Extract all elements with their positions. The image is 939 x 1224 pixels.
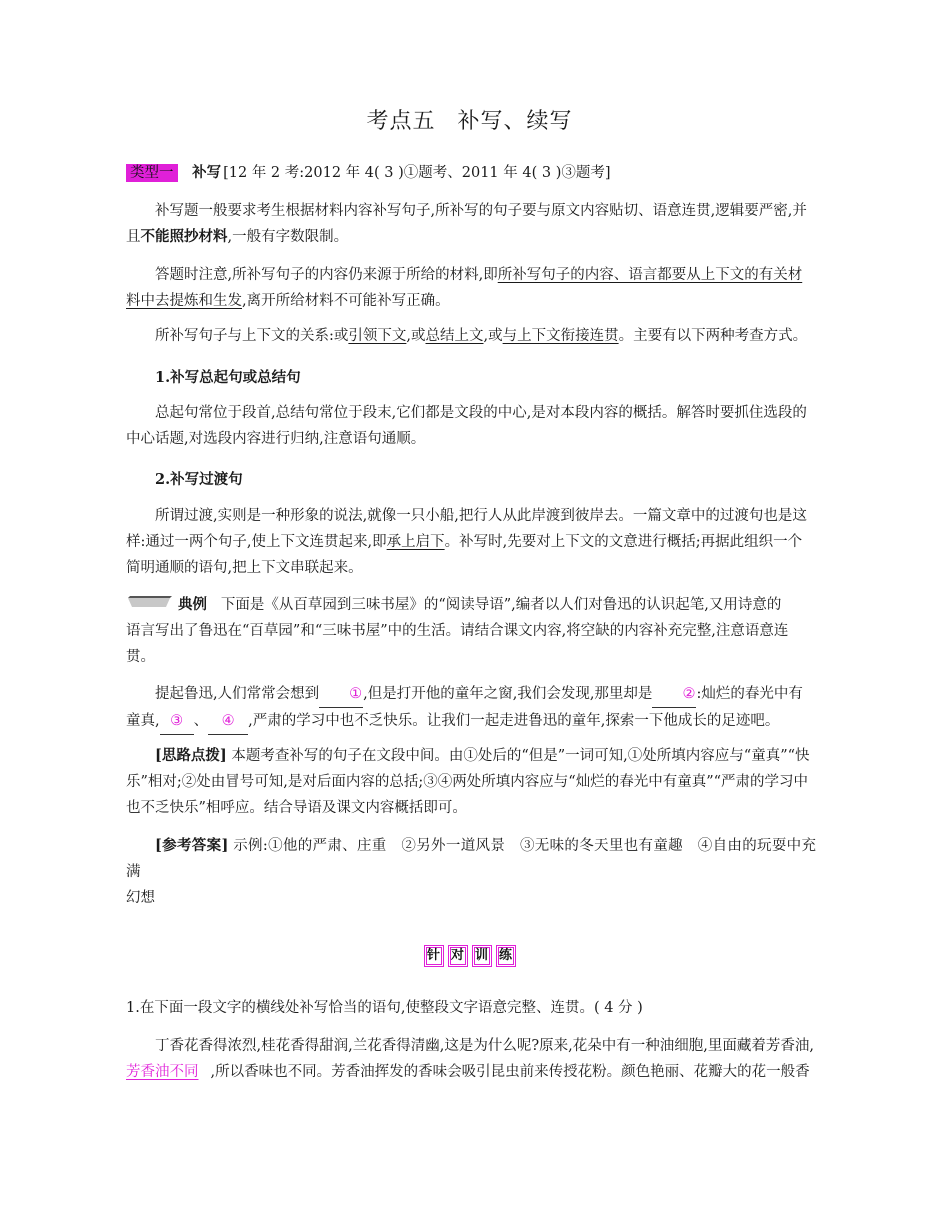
underlined-text: 与上下文衔接连贯	[502, 328, 619, 344]
text-span: 。主要有以下两种考查方式。	[618, 328, 808, 344]
example-passage	[126, 681, 816, 735]
example-icon	[126, 592, 174, 618]
text-line	[126, 681, 816, 708]
section-2-heading: 2.补写过渡句	[155, 471, 243, 488]
text-span: ,严肃的学习中也不乏快乐。让我们一起走进鲁迅的童年,探索一下他成长的足迹吧。	[248, 713, 780, 729]
section-2-paragraph	[126, 503, 816, 581]
text-span: 示例:①他的严肃、庄重 ②另外一道风景 ③无味的冬天里也有童趣 ④自由的玩耍中充满	[126, 838, 816, 880]
underlined-text: 引领下文	[348, 328, 407, 344]
text-line	[126, 743, 816, 769]
text-span: ,离开所给材料不可能补写正确。	[242, 293, 450, 309]
training-question-1: 1.在下面一段文字的横线处补写恰当的语句,使整段文字语意完整、连贯。( 4 分 )	[126, 1000, 643, 1016]
example-answer	[126, 833, 816, 911]
badge: 训	[472, 945, 492, 967]
type-name: 补写	[192, 164, 222, 181]
text-span: 童真,	[126, 713, 160, 729]
training-passage	[126, 1033, 816, 1085]
blank-2: ②	[652, 681, 696, 708]
text-span: 样:通过一两个句子,使上下文连贯起来,即	[126, 534, 387, 550]
text-line: 中心话题,对选段内容进行归纳,注意语句通顺。	[126, 431, 426, 447]
text-line	[126, 262, 816, 288]
text-line: 补写题一般要求考生根据材料内容补写句子,所补写的句子要与原文内容贴切、语意连贯,逻辑要严密,并	[155, 203, 807, 219]
text-span: 本题考查补写的句子在文段中间。由①处后的“但是”一词可知,①处所填内容应与“童真”“快	[226, 748, 810, 764]
example-label: 典例	[178, 596, 207, 613]
blank-3: ③	[160, 708, 194, 735]
blank-4: ④	[208, 708, 248, 735]
title-sub: 补写、续写	[457, 109, 573, 134]
badge: 对	[448, 945, 468, 967]
text-line	[126, 1059, 816, 1085]
type-tag: 类型一	[126, 164, 178, 182]
text-span: 下面是《从百草园到三味书屋》的“阅读导语”,编者以人们对鲁迅的认识起笔,又用诗意的	[220, 597, 782, 613]
text-span: 所补写句子与上下文的关系:或	[155, 328, 349, 344]
answer-label: [参考答案]	[155, 837, 229, 854]
text-line	[126, 592, 816, 618]
underlined-text: 所补写句子的内容、语言都要从上下文的有关材	[497, 267, 803, 283]
underlined-text: 总结上文	[425, 328, 484, 344]
text-line: 幻想	[126, 890, 155, 906]
text-line	[126, 833, 816, 885]
text-line	[126, 323, 816, 349]
type-row	[126, 160, 816, 186]
text-line: 丁香花香得浓烈,桂花香得甜润,兰花香得清幽,这是为什么呢?原来,花朵中有一种油细胞,里面藏着芳香油,	[155, 1038, 814, 1054]
text-line: 简明通顺的语句,把上下文串联起来。	[126, 560, 363, 576]
text-span: 且	[126, 229, 141, 245]
text-line: 也不乏快乐”相呼应。结合导语及课文内容概括即可。	[126, 800, 467, 816]
badge: 针	[424, 945, 444, 967]
page-title	[0, 104, 939, 135]
text-span: :灿烂的春光中有	[696, 686, 803, 702]
text-line	[126, 708, 816, 735]
text-line: 贯。	[126, 649, 155, 665]
example-question	[126, 592, 816, 670]
underlined-text: 料中去提炼和生发	[126, 293, 242, 309]
example-hint	[126, 743, 816, 821]
bold-text: 不能照抄材料	[140, 228, 228, 245]
text-span: ,所以香味也不同。芳香油挥发的香味会吸引昆虫前来传授花粉。颜色艳丽、花瓣大的花一般香	[210, 1064, 810, 1080]
text-line: 所谓过渡,实则是一种形象的说法,就像一只小船,把行人从此岸渡到彼岸去。一篇文章中的过渡句也是这	[155, 508, 807, 524]
text-span: ,一般有字数限制。	[227, 229, 349, 245]
underlined-text: 承上启下	[386, 534, 445, 550]
text-span: 、	[193, 713, 209, 729]
section-1-paragraph	[126, 400, 816, 452]
text-line	[126, 224, 816, 250]
intro-paragraph-3	[126, 323, 816, 349]
training-badges	[0, 944, 939, 967]
title-main: 考点五	[366, 109, 436, 134]
badge: 练	[496, 945, 516, 967]
text-span: 。补写时,先要对上下文的文意进行概括;再据此组织一个	[444, 534, 803, 550]
text-line	[126, 529, 816, 555]
text-line: 总起句常位于段首,总结句常位于段末,它们都是文段的中心,是对本段内容的概括。解答时要抓住选段的	[155, 405, 807, 421]
text-span: ,或	[406, 328, 426, 344]
type-source: [12 年 2 考:2012 年 4( 3 )①题考、2011 年 4( 3 )③题考]	[223, 165, 611, 181]
text-span: 答题时注意,所补写句子的内容仍来源于所给的材料,即	[155, 267, 498, 283]
text-span: ,或	[483, 328, 503, 344]
intro-paragraph-1	[126, 198, 816, 250]
hint-label: [思路点拨]	[155, 747, 227, 764]
blank-1: ①	[319, 681, 363, 708]
text-line: 乐”相对;②处由冒号可知,是对后面内容的总括;③④两处所填内容应与“灿烂的春光中有童真”“严肃的学习中	[126, 774, 809, 790]
answer-blank: 芳香油不同	[126, 1064, 199, 1080]
text-span: ,但是打开他的童年之窗,我们会发现,那里却是	[363, 686, 653, 702]
text-line: 语言写出了鲁迅在“百草园”和“三味书屋”中的生活。请结合课文内容,将空缺的内容补充完整,注意语意连	[126, 623, 789, 639]
text-span: 提起鲁迅,人们常常会想到	[155, 686, 320, 702]
intro-paragraph-2	[126, 262, 816, 314]
section-1-heading: 1.补写总起句或总结句	[155, 369, 301, 386]
text-line	[126, 288, 816, 314]
